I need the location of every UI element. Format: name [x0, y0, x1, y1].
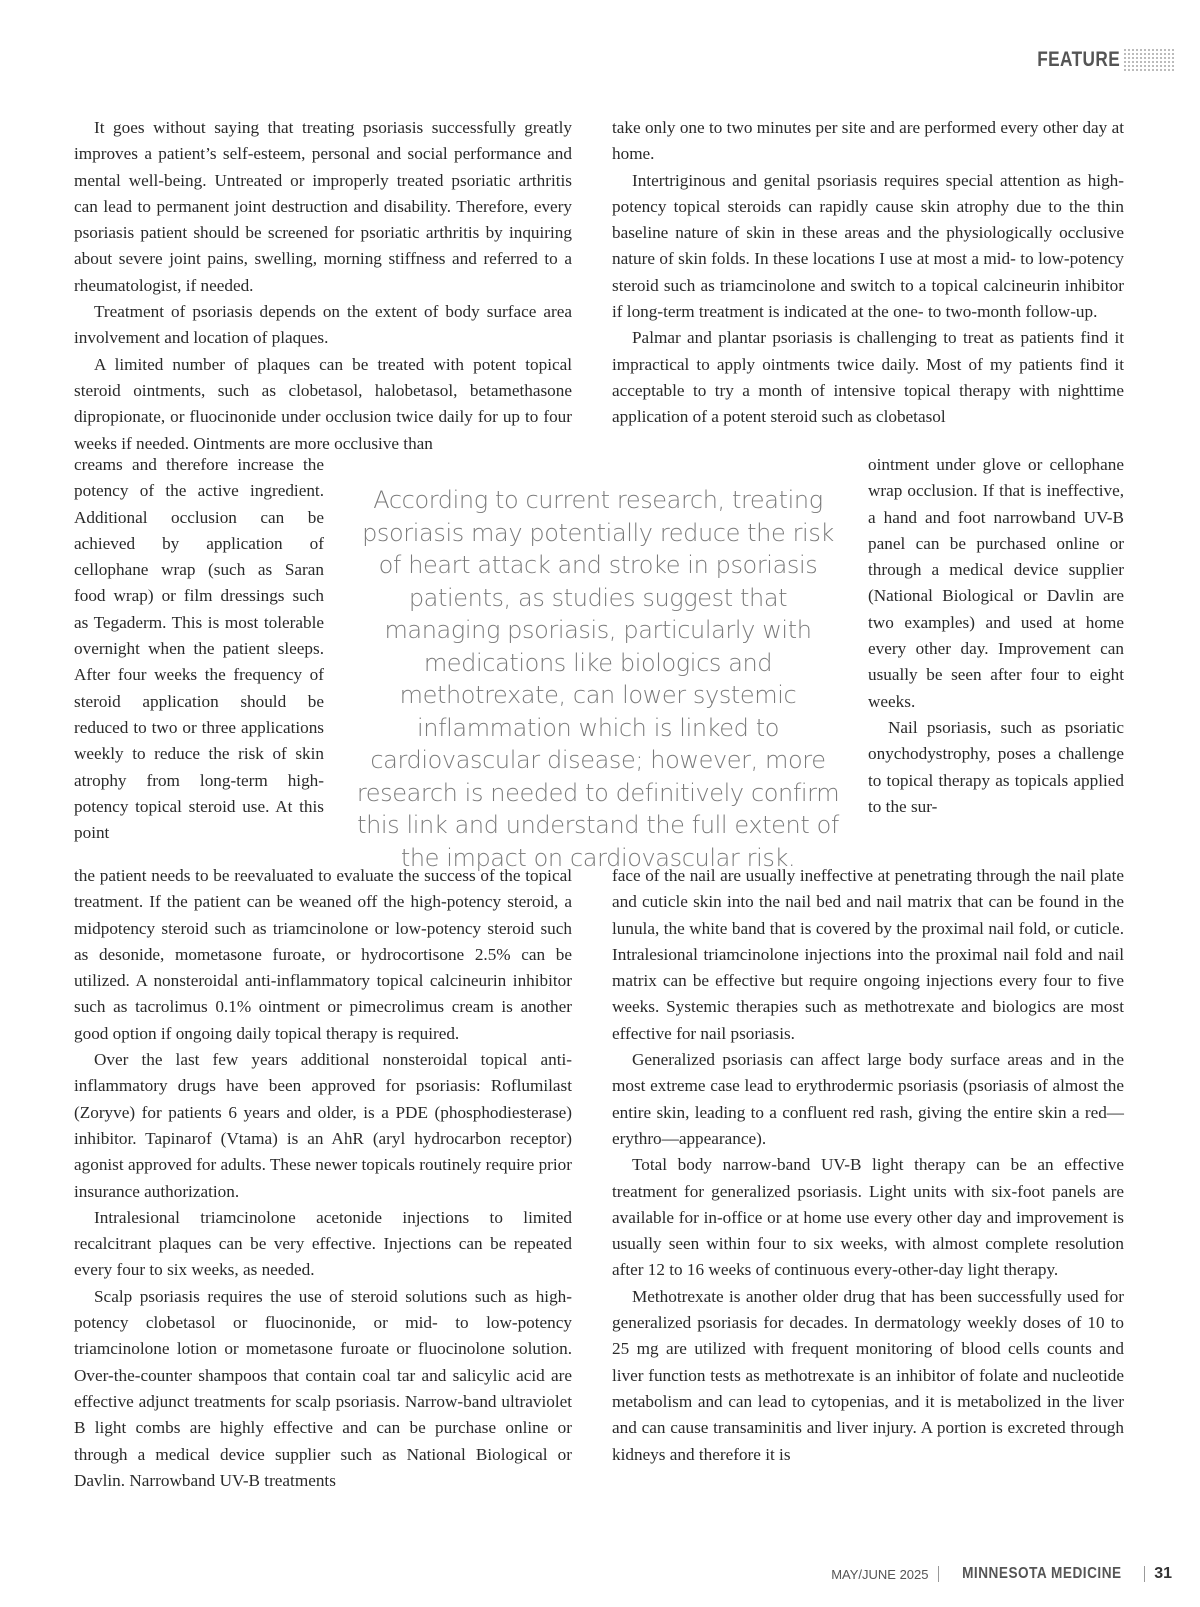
right-column-middle [868, 452, 1124, 820]
left-column-middle [74, 452, 324, 846]
paragraph: Intralesional triamcinolone acetonide injections to limited recalcitrant plaques can be very effective. Injections can be repeated every four to six weeks, as needed. [74, 1207, 572, 1280]
publication-name: MINNESOTA MEDICINE [961, 1565, 1122, 1582]
paragraph: Over the last few years additional nonsteroidal topical anti-inflammatory drugs have been approved for psoriasis: Roflumilast (Zoryve) for patients 6 years and older, is a PDE (phosphodiesterase) inhibitor. Tapinarof (Vtama) is an AhR (aryl hydrocarbon receptor) agonist approved for adults. These newer topicals routinely require prior insurance authorization. [74, 1050, 572, 1201]
paragraph: Intertriginous and genital psoriasis requires special attention as high-potency topical steroids can rapidly cause skin atrophy due to the thin baseline nature of skin in these areas and the physiologically occlusive nature of skin folds. In these locations I use at most a mid- to low-potency steroid such as triamcinolone and switch to a topical calcineurin inhibitor if long-term treatment is indicated at the one- to two-month follow-up. [612, 170, 1124, 322]
right-column-bottom [612, 863, 1124, 1468]
section-header [1019, 48, 1174, 72]
pull-quote: According to current research, treating psoriasis may potentially reduce the risk of heart attack and stroke in psoriasis patients, as studies suggest that managing psoriasis, particularly with medications like biologics and methotrexate, can lower systemic inflammation which is linked to cardiovascular disease; however, more research is needed to definitively confirm this link and understand the full extent of the impact on cardiovascular risk. [356, 486, 840, 872]
issue-date: MAY/JUNE 2025 [831, 1566, 929, 1582]
right-column-top [612, 115, 1124, 431]
paragraph: face of the nail are usually ineffective at penetrating through the nail plate and cuticle skin into the nail bed and nail matrix that can be found in the lunula, the white band that is covered by the proximal nail fold, or cuticle. Intralesional triamcinolone injections into the proximal nail fold and nail matrix can be effective but require ongoing injections every four to five weeks. Systemic therapies such as methotrexate and biologics are most effective for nail psoriasis. [612, 866, 1124, 1043]
footer-divider [938, 1566, 939, 1582]
paragraph: Scalp psoriasis requires the use of steroid solutions such as high-potency clobetasol or fluocinonide, or mid- to low-potency triamcinolone lotion or mometasone furoate or fluocinolone solution. Over-the-counter shampoos that contain coal tar and salicylic acid are effective adjunct treatments for scalp psoriasis. Narrow-band ultraviolet B light combs are highly effective and can be purchase online or through a medical device supplier such as National Biological or Davlin. Narrowband UV-B treatments [74, 1286, 572, 1490]
section-label: FEATURE [1037, 48, 1120, 71]
footer-divider [1144, 1566, 1145, 1582]
paragraph: Methotrexate is another older drug that has been successfully used for generalized psoriasis for decades. In dermatology weekly doses of 10 to 25 mg are utilized with frequent monitoring of blood cells counts and liver function tests as methotrexate is an inhibitor of folate and nucleotide metabolism and can lead to cytopenias, and it is metabolized in the liver and can cause transaminitis and liver injury. A portion is excreted through kidneys and therefore it is [612, 1286, 1124, 1464]
paragraph: Total body narrow-band UV-B light therapy can be an effective treatment for generalized psoriasis. Light units with six-foot panels are available for in-office or at home use every other day and improvement is usually seen within four to six weeks, with almost complete resolution after 12 to 16 weeks of continuous every-other-day light therapy. [612, 1155, 1124, 1280]
paragraph: the patient needs to be reevaluated to evaluate the success of the topical treatment. If the patient can be weaned off the high-potency steroid, a midpotency steroid such as triamcinolone or low-potency steroid such as desonide, mometasone furoate, or hydrocortisone 2.5% can be utilized. A nonsteroidal anti-inflammatory topical calcineurin inhibitor such as tacrolimus 0.1% ointment or pimecrolimus cream is another good option if ongoing daily topical therapy is required. [74, 866, 572, 1043]
page-number: 31 [1154, 1565, 1172, 1582]
paragraph: A limited number of plaques can be treated with potent topical steroid ointments, such as clobetasol, halobetasol, betamethasone dipropionate, or fluocinonide under occlusion twice daily for up to four weeks if needed. Ointments are more occlusive than [74, 354, 572, 453]
paragraph: Nail psoriasis, such as psoriatic onychodystrophy, poses a challenge to topical therapy as topicals applied to the sur- [868, 717, 1124, 816]
paragraph: Palmar and plantar psoriasis is challenging to treat as patients find it impractical to apply ointments twice daily. Most of my patients find it acceptable to try a month of intensive topical therapy with nighttime application of a potent steroid such as clobetasol [612, 328, 1124, 427]
dot-pattern-decoration [1124, 49, 1174, 71]
page-footer [831, 1565, 1172, 1583]
paragraph: ointment under glove or cellophane wrap occlusion. If that is ineffective, a hand and foot narrowband UV-B panel can be purchased online or through a medical device supplier (National Biological or Davlin are two examples) and used at home every other day. Improvement can usually be seen after four to eight weeks. [868, 455, 1124, 711]
left-column-bottom [74, 863, 572, 1494]
left-column-top [74, 115, 572, 457]
paragraph: Generalized psoriasis can affect large body surface areas and in the most extreme case lead to erythrodermic psoriasis (psoriasis of almost the entire skin, leading to a confluent red rash, giving the entire skin a red—erythro—appearance). [612, 1050, 1124, 1148]
paragraph: creams and therefore increase the potency of the active ingredient. Additional occlusion can be achieved by application of cellophane wrap (such as Saran food wrap) or film dressings such as Tegaderm. This is most tolerable overnight when the patient sleeps. After four weeks the frequency of steroid application should be reduced to two or three applications weekly to reduce the risk of skin atrophy from long-term high-potency topical steroid use. At this point [74, 455, 324, 843]
paragraph: Treatment of psoriasis depends on the extent of body surface area involvement and location of plaques. [74, 302, 572, 348]
paragraph: take only one to two minutes per site and are performed every other day at home. [612, 118, 1124, 164]
paragraph: It goes without saying that treating psoriasis successfully greatly improves a patient’s self-esteem, personal and social performance and mental well-being. Untreated or improperly treated psoriatic arthritis can lead to permanent joint destruction and disability. Therefore, every psoriasis patient should be screened for psoriatic arthritis by inquiring about severe joint pains, swelling, morning stiffness and referred to a rheumatologist, if needed. [74, 118, 572, 295]
